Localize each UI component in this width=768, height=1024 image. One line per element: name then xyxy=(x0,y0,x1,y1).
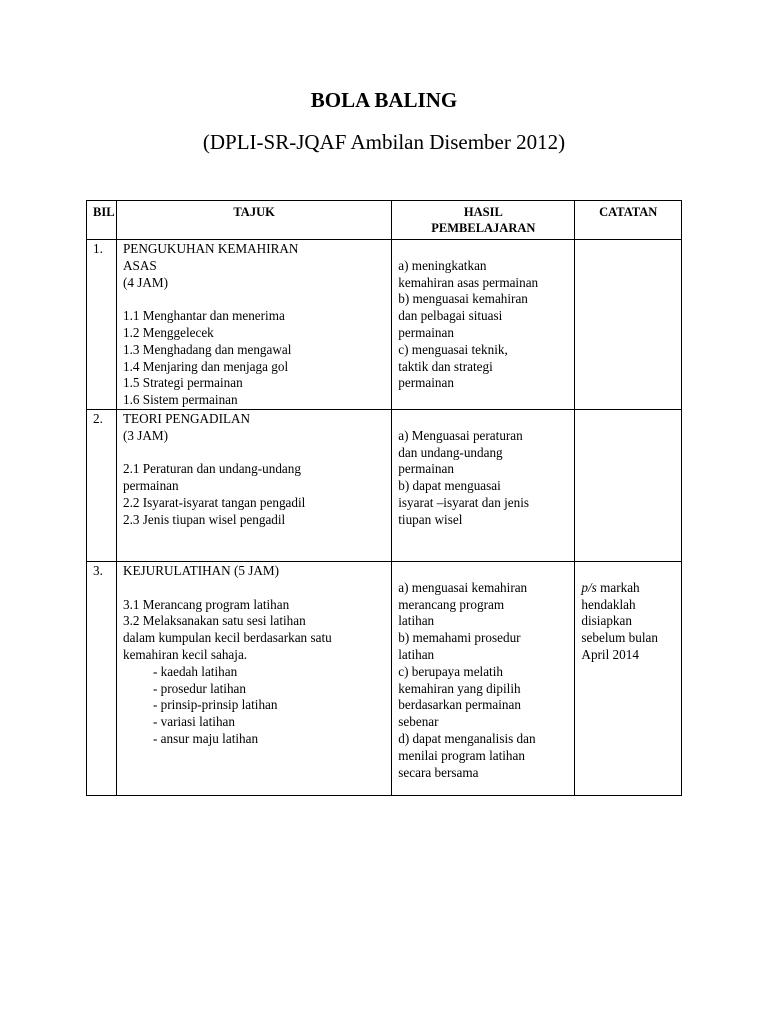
tajuk-cell xyxy=(116,240,391,410)
hasil-line: latihan xyxy=(398,613,435,629)
header-hasil-line-2: PEMBELAJARAN xyxy=(431,221,536,235)
tajuk-subitem: - variasi latihan xyxy=(152,714,235,730)
catatan-text: markah xyxy=(596,579,640,595)
hasil-line: b) dapat menguasai xyxy=(398,478,501,494)
hasil-line: d) dapat menganalisis dan xyxy=(398,730,536,746)
catatan-line: sebelum bulan xyxy=(581,630,658,646)
hasil-line: a) menguasai kemahiran xyxy=(398,579,528,595)
tajuk-item: 1.1 Menghantar dan menerima xyxy=(122,308,285,324)
hasil-cell xyxy=(392,561,575,795)
hasil-line: kemahiran asas permainan xyxy=(398,274,539,290)
tajuk-subitem: - prosedur latihan xyxy=(152,680,246,696)
tajuk-item: 3.2 Melaksanakan satu sesi latihan xyxy=(122,613,306,629)
hasil-line: b) memahami prosedur xyxy=(398,630,521,646)
tajuk-title: ASAS xyxy=(122,257,157,273)
hasil-line: permainan xyxy=(398,461,454,477)
catatan-line: April 2014 xyxy=(581,646,639,662)
table-header-row xyxy=(87,201,682,240)
table-row xyxy=(87,409,682,561)
catatan-line xyxy=(581,580,675,597)
hasil-line: permainan xyxy=(398,375,454,391)
tajuk-item: 1.5 Strategi permainan xyxy=(122,375,243,391)
row-number: 2. xyxy=(87,409,117,561)
tajuk-item: 1.4 Menjaring dan menjaga gol xyxy=(122,358,289,374)
tajuk-item: permainan xyxy=(122,478,179,494)
tajuk-subitem: - prinsip-prinsip latihan xyxy=(152,697,278,713)
hasil-line: latihan xyxy=(398,646,435,662)
syllabus-table xyxy=(86,200,682,796)
hasil-line: sebenar xyxy=(398,714,439,730)
tajuk-item: 1.3 Menghadang dan mengawal xyxy=(122,341,292,357)
tajuk-hours: (4 JAM) xyxy=(122,274,169,290)
hasil-line: menilai program latihan xyxy=(398,747,525,763)
catatan-line: disiapkan xyxy=(581,613,632,629)
hasil-line: tiupan wisel xyxy=(398,511,463,527)
header-tajuk: TAJUK xyxy=(116,201,391,240)
document-subtitle: (DPLI-SR-JQAF Ambilan Disember 2012) xyxy=(202,130,566,154)
tajuk-item: 2.1 Peraturan dan undang-undang xyxy=(122,461,301,477)
catatan-line: hendaklah xyxy=(581,596,636,612)
header-hasil-pembelajaran xyxy=(392,201,575,240)
hasil-line: b) menguasai kemahiran xyxy=(398,291,528,307)
tajuk-cell xyxy=(116,409,391,561)
tajuk-hours: (3 JAM) xyxy=(122,427,169,443)
hasil-line: a) Menguasai peraturan xyxy=(398,427,523,443)
document-title: BOLA BALING xyxy=(310,88,458,112)
catatan-cell xyxy=(575,409,682,561)
catatan-ps-note: p/s xyxy=(581,579,597,595)
tajuk-item: 1.6 Sistem permainan xyxy=(122,392,238,408)
tajuk-item: 3.1 Merancang program latihan xyxy=(122,596,290,612)
row-number: 3. xyxy=(87,561,117,795)
hasil-line: c) menguasai teknik, xyxy=(398,341,508,357)
hasil-line: c) berupaya melatih xyxy=(398,663,503,679)
header-catatan: CATATAN xyxy=(575,201,682,240)
hasil-line: merancang program xyxy=(398,596,505,612)
tajuk-title: TEORI PENGADILAN xyxy=(122,410,251,426)
row-number: 1. xyxy=(87,240,117,410)
tajuk-item: 2.2 Isyarat-isyarat tangan pengadil xyxy=(122,494,306,510)
hasil-line: dan undang-undang xyxy=(398,444,503,460)
tajuk-item: 1.2 Menggelecek xyxy=(122,324,214,340)
hasil-line: dan pelbagai situasi xyxy=(398,308,503,324)
hasil-line: berdasarkan permainan xyxy=(398,697,521,713)
catatan-cell xyxy=(575,561,682,795)
tajuk-subitem: - ansur maju latihan xyxy=(152,730,259,746)
table-row xyxy=(87,240,682,410)
header-hasil-line-1: HASIL xyxy=(463,205,503,219)
hasil-line: isyarat –isyarat dan jenis xyxy=(398,494,530,510)
header-bil: BIL xyxy=(87,201,117,240)
hasil-cell xyxy=(392,240,575,410)
tajuk-item: dalam kumpulan kecil berdasarkan satu xyxy=(122,630,332,646)
tajuk-item: kemahiran kecil sahaja. xyxy=(122,646,248,662)
hasil-line: kemahiran yang dipilih xyxy=(398,680,521,696)
tajuk-subitem: - kaedah latihan xyxy=(152,663,238,679)
hasil-line: permainan xyxy=(398,324,454,340)
tajuk-title: KEJURULATIHAN (5 JAM) xyxy=(122,562,280,578)
hasil-line: a) meningkatkan xyxy=(398,257,487,273)
catatan-cell xyxy=(575,240,682,410)
tajuk-cell xyxy=(116,561,391,795)
tajuk-item: 2.3 Jenis tiupan wisel pengadil xyxy=(122,511,286,527)
hasil-cell xyxy=(392,409,575,561)
hasil-line: taktik dan strategi xyxy=(398,358,493,374)
tajuk-title: PENGUKUHAN KEMAHIRAN xyxy=(122,241,299,256)
hasil-line: secara bersama xyxy=(398,764,479,780)
table-row xyxy=(87,561,682,795)
